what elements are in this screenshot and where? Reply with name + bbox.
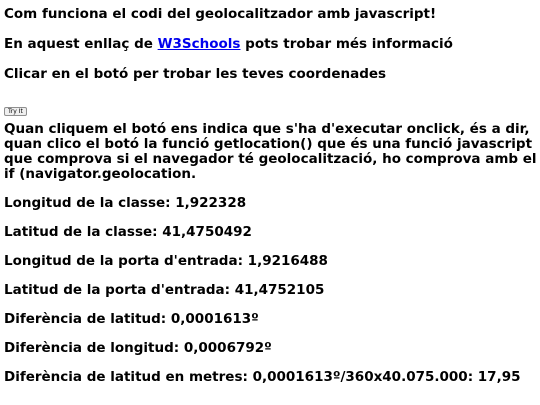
link-line <box>4 36 536 52</box>
result-line: Longitud de la classe: 1,922328 <box>4 195 247 211</box>
result-line: Diferència de latitud en metres: 0,0001613º/360x40.075.000: 17,95 <box>4 369 521 385</box>
result-line: Longitud de la porta d'entrada: 1,9216488 <box>4 253 328 269</box>
link-line-suffix: pots trobar més informació <box>240 36 453 52</box>
try-it-button[interactable]: Try It <box>4 107 27 116</box>
w3schools-link[interactable]: W3Schools <box>157 36 241 52</box>
page-heading: Com funciona el codi del geolocalitzador amb javascript! <box>4 6 437 22</box>
result-line: Diferència de longitud: 0,0006792º <box>4 340 272 356</box>
result-line: Latitud de la porta d'entrada: 41,4752105 <box>4 282 325 298</box>
explanation-text: Quan cliquem el botó ens indica que s'ha d'executar onclick, és a dir, quan clico el botó la funció getlocation() que és una funció javascript que comprova si el navegador té geolocalització, ho comprova amb el if (navigator.geolocation. <box>4 121 537 182</box>
link-line-prefix: En aquest enllaç de <box>4 36 158 52</box>
instruction-text: Clicar en el botó per trobar les teves coordenades <box>4 66 387 82</box>
result-line: Diferència de latitud: 0,0001613º <box>4 311 259 327</box>
result-line: Latitud de la classe: 41,4750492 <box>4 224 252 240</box>
